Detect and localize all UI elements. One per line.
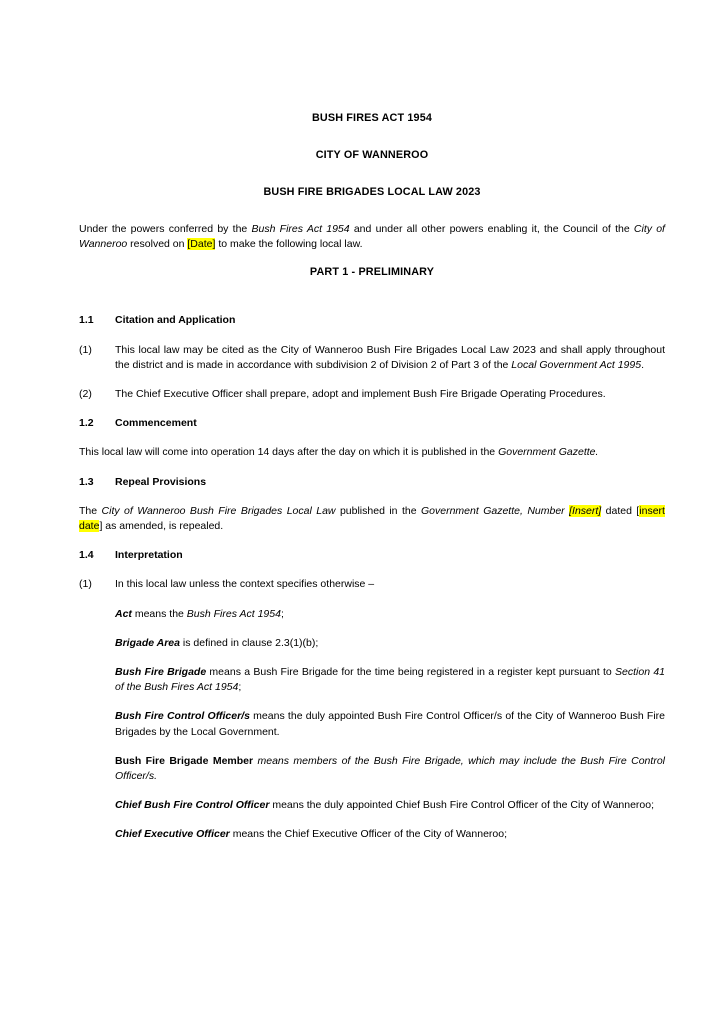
clause-1-1-item-2-label: (2) (79, 388, 92, 401)
preamble-paragraph (79, 222, 665, 252)
clause-number-1-2: 1.2 (79, 417, 94, 430)
definition-body-chief-executive-officer: means the Chief Executive Officer of the City of Wanneroo; (229, 828, 507, 841)
definition-body-member-italic: means members of the Bush Fire Brigade, which may include the Bush Fire Control Officer/s. (115, 754, 665, 783)
clause-heading-1-1 (79, 313, 665, 328)
clause-heading-1-2 (79, 416, 665, 431)
definition-term-brigade-area: Brigade Area (115, 636, 180, 649)
definition-term-member: Fire Brigade Member (141, 754, 254, 767)
definition-body-bush-fire-brigade-italic: Section 41 of the Bush Fires Act 1954 (115, 666, 665, 694)
repeal-bracket-open: [ (636, 504, 640, 517)
repeal-dated: dated (601, 504, 637, 517)
definition-term-bush-fire-control-officer: Bush Fire Control Officer/s (115, 710, 250, 723)
definition-bush-fire-brigade-member (79, 754, 665, 784)
definition-term-bush-fire-brigade: Bush Fire Brigade (115, 666, 207, 679)
preamble-mid: and under all other powers enabling it, the Council of the (349, 223, 634, 235)
clause-1-1-item-2 (79, 387, 665, 402)
definition-body-act-b: ; (280, 607, 284, 620)
clause-heading-1-3 (79, 475, 665, 490)
clause-1-1-item-2-text-a: The Chief Executive Officer shall prepare, adopt and implement Bush Fire Brigade Operating Procedures. (115, 388, 606, 401)
interpretation-intro (79, 577, 665, 592)
repeal-paragraph (79, 504, 665, 534)
repeal-lead: The (79, 504, 102, 517)
clause-1-1-item-1-italic-ref: Local Government Act 1995 (511, 358, 642, 371)
clause-1-1-item-1-label: (1) (79, 343, 92, 356)
repeal-tail: as amended, is repealed. (102, 520, 224, 533)
preamble-tail: to make the following local law. (215, 238, 363, 251)
interpretation-intro-text: In this local law unless the context specifies otherwise – (115, 578, 375, 591)
clause-title-1-3: Repeal Provisions (115, 475, 207, 488)
definition-body-bush-fire-brigade-a: means a Bush Fire Brigade for the time being registered in a register kept pursuant to (206, 666, 616, 679)
document-body (79, 112, 665, 857)
commencement-paragraph (79, 445, 665, 460)
preamble-act-reference: Bush Fires Act 1954 (251, 223, 350, 235)
clause-title-1-1: Citation and Application (115, 314, 236, 327)
repeal-law-reference: City of Wanneroo Bush Fire Brigades Local Law (101, 504, 336, 517)
definition-term-member-prefix: Bush (115, 754, 142, 767)
definition-brigade-area (79, 636, 665, 651)
commencement-gazette-reference: Government Gazette (498, 446, 596, 459)
interpretation-label: (1) (79, 578, 92, 591)
heading-law-title: BUSH FIRE BRIGADES LOCAL LAW 2023 (263, 186, 481, 198)
definition-chief-bush-fire-control-officer (79, 798, 665, 813)
definition-body-act-a: means the (131, 607, 187, 620)
heading-part-title: PART 1 - PRELIMINARY (309, 266, 435, 279)
commencement-text-a: This local law will come into operation 14 days after the day on which it is published in the (79, 446, 499, 459)
clause-title-1-4: Interpretation (115, 549, 183, 562)
preamble-lead: Under the powers conferred by the (79, 223, 252, 235)
repeal-mid: published in the (335, 504, 421, 517)
definition-chief-executive-officer (79, 827, 665, 842)
insert-date-placeholder-highlight: insert date (79, 504, 665, 533)
repeal-gazette-reference: Government Gazette, Number (420, 504, 570, 517)
clause-1-1-item-1 (79, 343, 665, 373)
preamble-resolved: resolved on (127, 238, 188, 251)
heading-act-title: BUSH FIRES ACT 1954 (311, 112, 433, 124)
definition-body-bush-fire-control-officer: means the duly appointed Bush Fire Control Officer/s of the City of Wanneroo Bush Fire Brigades by the Local Government. (115, 710, 665, 738)
definition-term-act: Act (115, 607, 132, 620)
definition-body-act-italic: Bush Fires Act 1954 (186, 607, 281, 620)
date-placeholder-highlight: [Date] (187, 238, 216, 251)
definition-bush-fire-brigade (79, 665, 665, 695)
clause-1-1-item-1-text-b: . (641, 358, 644, 371)
definition-body-brigade-area: is defined in clause 2.3(1)(b); (179, 636, 319, 649)
clause-number-1-4: 1.4 (79, 549, 94, 562)
clause-number-1-3: 1.3 (79, 475, 94, 488)
definition-bush-fire-control-officer (79, 709, 665, 739)
insert-placeholder-highlight: [Insert] (569, 504, 602, 517)
repeal-bracket-close: ] (99, 520, 103, 533)
commencement-text-b: . (595, 446, 599, 459)
clause-title-1-2: Commencement (115, 417, 197, 430)
heading-authority: CITY OF WANNEROO (315, 149, 429, 161)
clause-heading-1-4 (79, 548, 665, 563)
preamble-council-reference: City of Wanneroo (79, 223, 665, 251)
definition-term-chief-bush-fire-control-officer: Chief Bush Fire Control Officer (115, 799, 270, 812)
clause-number-1-1: 1.1 (79, 314, 94, 327)
definition-body-bush-fire-brigade-b: ; (238, 681, 242, 694)
definition-term-chief-executive-officer: Chief Executive Officer (115, 828, 230, 841)
definition-body-chief-bush-fire-control-officer: means the duly appointed Chief Bush Fire Control Officer of the City of Wanneroo; (269, 799, 655, 812)
definition-act (79, 607, 665, 622)
clause-1-1-item-1-text-a: This local law may be cited as the City of Wanneroo Bush Fire Brigades Local Law 2023 and shall apply throughout the district and is made in accordance with subdivision 2 of Division 2 of Part 3 of the (115, 343, 665, 371)
